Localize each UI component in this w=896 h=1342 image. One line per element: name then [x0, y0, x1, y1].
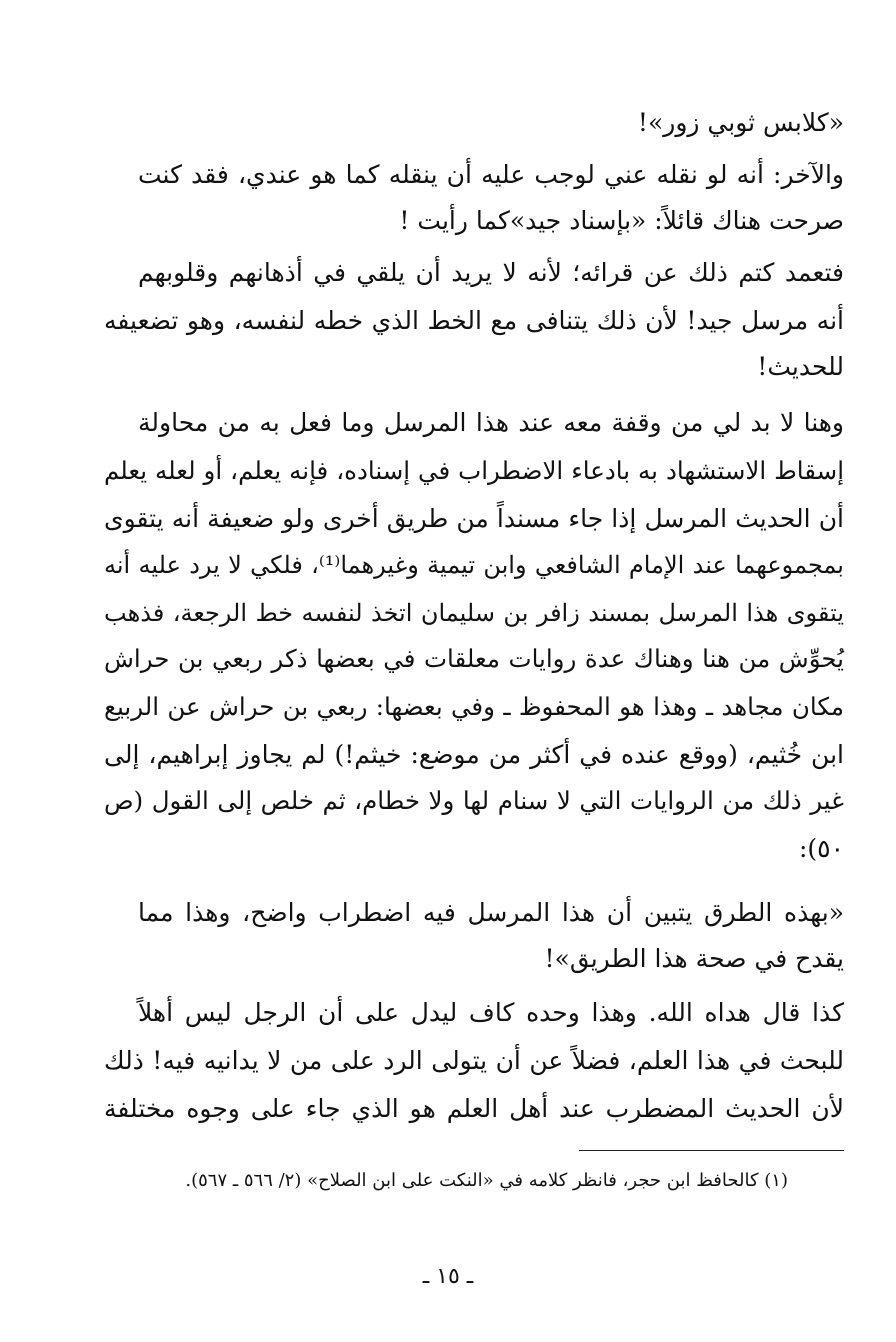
footnote: (١) كالحافظ ابن حجر، فانظر كلامه في «النكت على ابن الصلاح» (٢/ ٥٦٦ ـ ٥٦٧).: [185, 1170, 788, 1191]
text-line: أن الحديث المرسل إذا جاء مسنداً من طريق أخرى ولو ضعيفة أنه يتقوى: [104, 504, 844, 533]
text-line: صرحت هناك قائلاً: «بإسناد جيد»كما رأيت !: [399, 206, 844, 235]
text-line: فتعمد كتم ذلك عن قرائه؛ لأنه لا يريد أن يلقي في أذهانهم وقلوبهم: [138, 258, 844, 287]
text-line: يُحوِّش من هنا وهناك عدة روايات معلقات في بعضها ذكر ربعي بن حراش: [104, 644, 844, 673]
text-line: يقدح في صحة هذا الطريق»!: [544, 944, 844, 973]
footnote-divider: [579, 1150, 844, 1151]
text-line: مكان مجاهد ـ وهذا هو المحفوظ ـ وفي بعضها: ربعي بن حراش عن الربيع: [104, 692, 844, 721]
text-line: يتقوى هذا المرسل بمسند زافر بن سليمان اتخذ لنفسه خط الرجعة، فذهب: [104, 599, 844, 627]
text-line: ابن خُثيم، (ووقع عنده في أكثر من موضع: خيثم!) لم يجاوز إبراهيم، إلى: [104, 740, 844, 769]
text-line: للحديث!: [757, 352, 844, 381]
text-line: ٥٠):: [798, 834, 844, 863]
text-line: والآخر: أنه لو نقله عني لوجب عليه أن ينقله كما هو عندي، فقد كنت: [138, 160, 844, 189]
page-number: ـ ١٥ ـ: [422, 1264, 474, 1289]
text-line: للبحث في هذا العلم، فضلاً عن أن يتولى الرد على من لا يدانيه فيه! ذلك: [104, 1046, 844, 1075]
text-line: إسقاط الاستشهاد به بادعاء الاضطراب في إسناده، فإنه يعلم، أو لعله يعلم: [104, 456, 844, 485]
text-line: بمجموعهما عند الإمام الشافعي وابن تيمية وغيرهما⁽¹⁾، فلكي لا يرد عليه أنه: [104, 551, 844, 579]
text-line: أنه مرسل جيد! لأن ذلك يتنافى مع الخط الذي خطه لنفسه، وهو تضعيفه: [104, 306, 844, 335]
text-line: لأن الحديث المضطرب عند أهل العلم هو الذي جاء على وجوه مختلفة: [104, 1094, 844, 1123]
text-line: وهنا لا بد لي من وقفة معه عند هذا المرسل وما فعل به من محاولة: [138, 408, 844, 437]
text-line: كذا قال هداه الله. وهذا وحده كاف ليدل على أن الرجل ليس أهلاً: [138, 998, 844, 1027]
text-line: غير ذلك من الروايات التي لا سنام لها ولا خطام، ثم خلص إلى القول (ص: [104, 786, 844, 815]
text-line: «بهذه الطرق يتبين أن هذا المرسل فيه اضطراب واضح، وهذا مما: [138, 898, 844, 927]
text-line: «كلابس ثوبي زور»!: [637, 108, 844, 137]
